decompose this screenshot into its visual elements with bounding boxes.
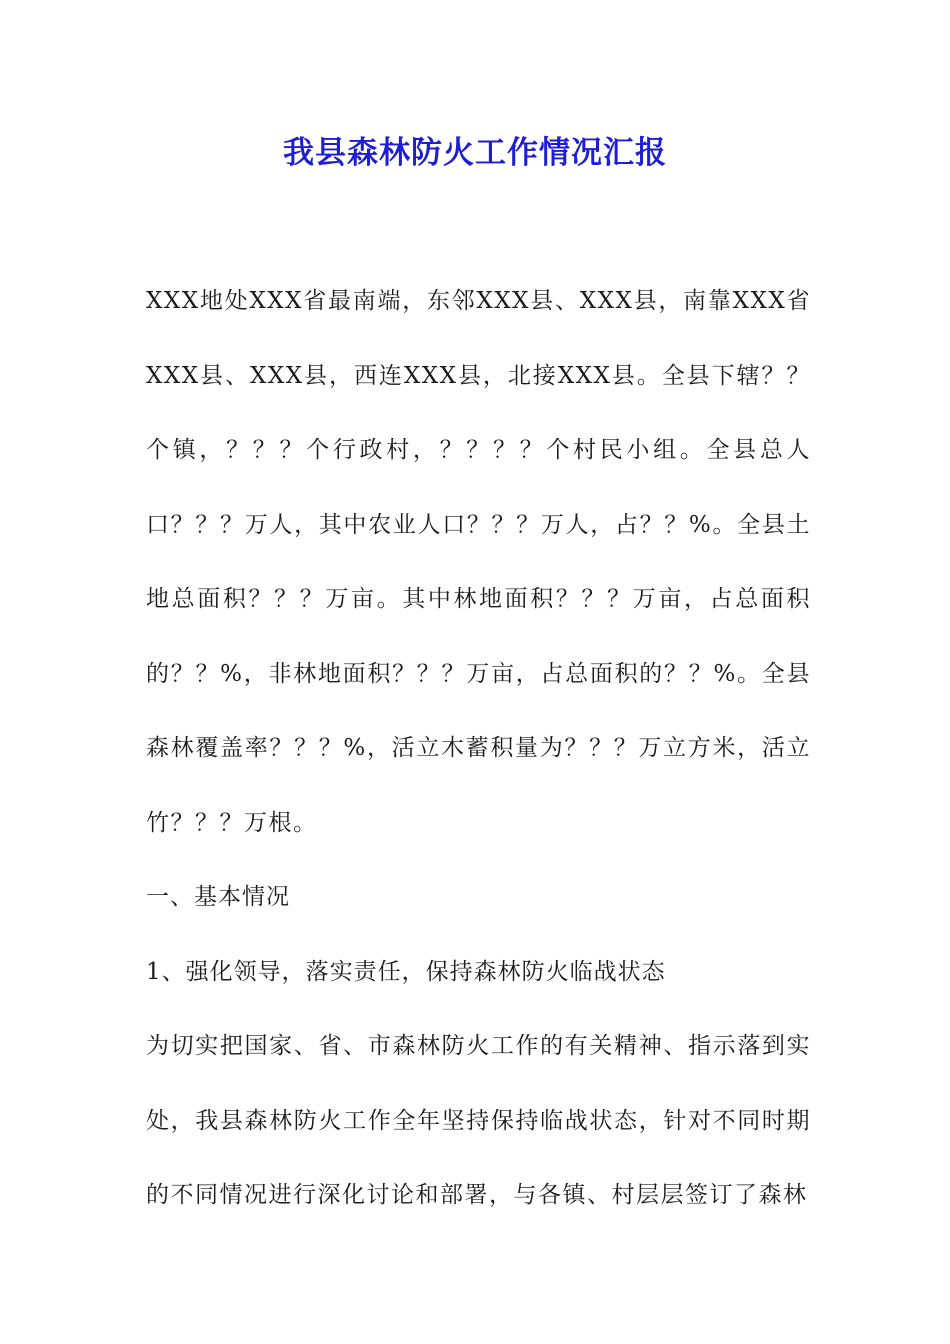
- intro-paragraph: XXX地处XXX省最南端，东邻XXX县、XXX县，南靠XXX省XXX县、XXX县，西连XXX县，北接XXX县。全县下辖？？个镇，？？？个行政村，？？？？个村民小组。全县总人口？？？万人，其中农业人口？？？万人，占？？%。全县土地总面积？？？万亩。其中林地面积？？？万亩，占总面积的？？%，非林地面积？？？万亩，占总面积的？？%。全县森林覆盖率？？？%，活立木蓄积量为？？？万立方米，活立竹？？？万根。: [146, 288, 811, 836]
- document-body: [146, 264, 811, 1233]
- document-title: 我县森林防火工作情况汇报: [283, 135, 667, 171]
- subsection-heading: 1、强化领导，落实责任，保持森林防火临战状态: [146, 958, 666, 985]
- body-paragraph: 为切实把国家、省、市森林防火工作的有关精神、指示落到实处，我县森林防火工作全年坚持保持临战状态，针对不同时期的不同情况进行深化讨论和部署，与各镇、村层层签订了森林: [146, 1033, 811, 1208]
- section-heading: 一、基本情况: [146, 884, 290, 910]
